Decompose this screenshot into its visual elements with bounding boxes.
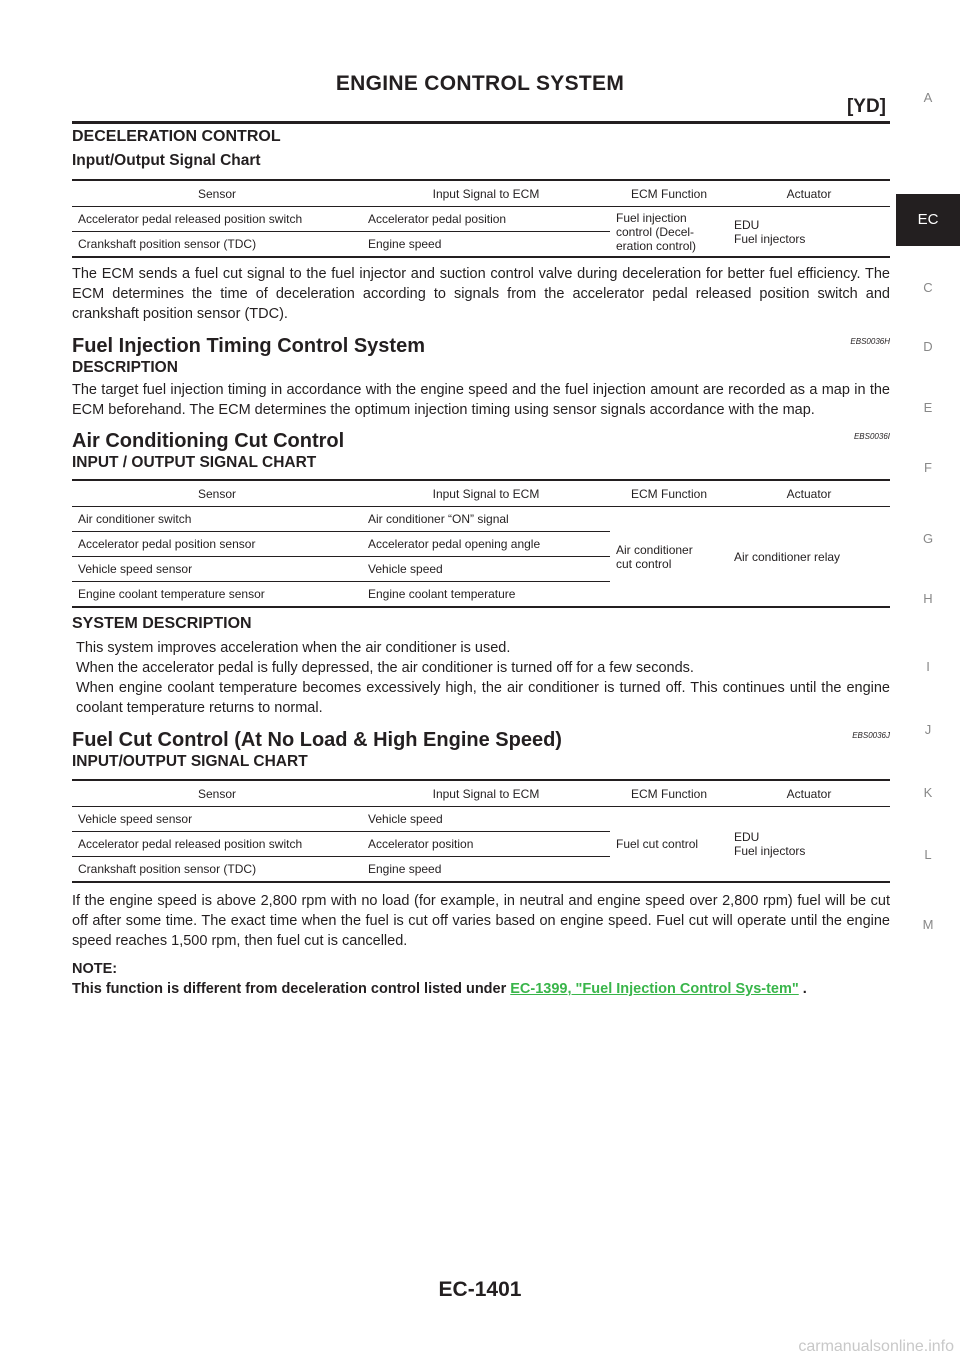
table-header-row <box>72 180 890 207</box>
actuator-line: EDU <box>734 830 760 844</box>
fuel-cut-paragraph: If the engine speed is above 2,800 rpm with no load (for example, in neutral and engine speed over 2,800 rpm) fuel will be cut off after some time. The exact time when the fuel is cut off varies based on engine speed. Fuel cut will operate until the engine speed reaches 1,500 rpm, then fuel cut is cancelled. <box>72 893 890 949</box>
fuel-cut-subheading: INPUT/OUTPUT SIGNAL CHART <box>72 753 308 770</box>
ac-cut-heading <box>72 429 890 453</box>
cell-input: Engine speed <box>362 857 610 883</box>
tab-c[interactable]: C <box>923 280 933 295</box>
tab-m[interactable]: M <box>922 917 934 932</box>
col-header-sensor: Sensor <box>72 180 362 207</box>
cross-reference-link[interactable]: EC-1399, "Fuel Injection Control Sys-tem" <box>510 981 799 997</box>
col-header-sensor: Sensor <box>72 780 362 807</box>
cell-sensor: Crankshaft position sensor (TDC) <box>72 232 362 258</box>
injection-timing-paragraph: The target fuel injection timing in accordance with the engine speed and the fuel injection amount are recorded as a map in the ECM beforehand. The ECM determines the optimum injection timing using sensor signals accordance with the map. <box>72 382 890 418</box>
injection-timing-heading <box>72 334 890 358</box>
cell-input: Accelerator position <box>362 832 610 857</box>
col-header-function: ECM Function <box>610 180 728 207</box>
deceleration-subheading: Input/Output Signal Chart <box>72 152 261 169</box>
section-title: Fuel Cut Control (At No Load & High Engine Speed) <box>72 729 562 751</box>
ac-cut-signal-table <box>72 479 890 608</box>
section-code: EBS0036I <box>853 432 890 441</box>
page-title: ENGINE CONTROL SYSTEM <box>335 72 625 95</box>
cell-function: Fuel injection control (Decel-eration control) <box>610 207 728 258</box>
cell-input: Accelerator pedal opening angle <box>362 532 610 557</box>
injection-timing-subheading: DESCRIPTION <box>72 359 178 376</box>
system-description-line: When the accelerator pedal is fully depressed, the air conditioner is turned off for a few seconds. <box>76 660 694 676</box>
cell-sensor: Accelerator pedal position sensor <box>72 532 362 557</box>
deceleration-paragraph: The ECM sends a fuel cut signal to the fuel injector and suction control valve during deceleration for better fuel efficiency. The ECM determines the time of deceleration according to signals from the accelerator pedal released position switch and crankshaft position sensor (TDC). <box>72 266 890 322</box>
system-description-line: When engine coolant temperature becomes excessively high, the air conditioner is turned off. This continues until the engine coolant temperature returns to normal. <box>76 680 890 716</box>
note-text <box>72 979 890 999</box>
col-header-actuator: Actuator <box>728 180 890 207</box>
cell-input: Accelerator pedal position <box>362 207 610 232</box>
note-body: This function is different from deceleration control listed under <box>72 981 511 997</box>
fuel-cut-signal-table <box>72 779 890 883</box>
cell-input: Vehicle speed <box>362 557 610 582</box>
col-header-input: Input Signal to ECM <box>362 780 610 807</box>
note-label: NOTE: <box>72 961 118 977</box>
col-header-input: Input Signal to ECM <box>362 180 610 207</box>
table-row <box>72 807 890 832</box>
section-title: Fuel Injection Timing Control System <box>72 335 425 357</box>
actuator-line: EDU <box>734 217 760 232</box>
section-code: EBS0036J <box>852 731 890 740</box>
col-header-actuator: Actuator <box>728 480 890 507</box>
watermark: carmanualsonline.info <box>798 1338 954 1355</box>
tab-h[interactable]: H <box>923 591 933 606</box>
cell-input: Engine coolant temperature <box>362 582 610 608</box>
table-row <box>72 507 890 532</box>
note-end: . <box>798 981 807 997</box>
cell-input: Air conditioner “ON” signal <box>362 507 610 532</box>
col-header-actuator: Actuator <box>728 780 890 807</box>
cell-function <box>610 507 728 608</box>
model-label: [YD] <box>846 96 886 117</box>
cell-sensor: Engine coolant temperature sensor <box>72 582 362 608</box>
actuator-line: Fuel injectors <box>734 231 806 246</box>
function-line: Air conditioner <box>616 542 693 557</box>
tab-i[interactable]: I <box>926 659 930 674</box>
table-header-row <box>72 780 890 807</box>
tab-ec[interactable]: EC <box>896 194 960 246</box>
table-header-row <box>72 480 890 507</box>
col-header-function: ECM Function <box>610 480 728 507</box>
section-title: Air Conditioning Cut Control <box>72 430 345 452</box>
cell-function: Fuel cut control <box>610 807 728 883</box>
tab-f[interactable]: F <box>924 460 932 475</box>
cell-sensor: Accelerator pedal released position switch <box>72 832 362 857</box>
system-description-block <box>72 638 890 718</box>
cell-sensor: Vehicle speed sensor <box>72 807 362 832</box>
tab-g[interactable]: G <box>922 531 934 546</box>
tab-a[interactable]: A <box>923 90 933 105</box>
col-header-sensor: Sensor <box>72 480 362 507</box>
tab-j[interactable]: J <box>924 722 932 737</box>
cell-sensor: Air conditioner switch <box>72 507 362 532</box>
cell-input: Engine speed <box>362 232 610 258</box>
system-description-heading: SYSTEM DESCRIPTION <box>72 615 252 632</box>
cell-input: Vehicle speed <box>362 807 610 832</box>
fuel-cut-heading <box>72 728 890 752</box>
cell-sensor: Vehicle speed sensor <box>72 557 362 582</box>
cell-sensor: Crankshaft position sensor (TDC) <box>72 857 362 883</box>
cell-actuator <box>728 207 890 258</box>
tab-d[interactable]: D <box>923 339 933 354</box>
cell-actuator <box>728 807 890 883</box>
cell-actuator: Air conditioner relay <box>728 507 890 608</box>
document-body <box>72 127 890 999</box>
function-line: cut control <box>616 556 672 571</box>
tab-k[interactable]: K <box>923 785 933 800</box>
col-header-input: Input Signal to ECM <box>362 480 610 507</box>
tab-e[interactable]: E <box>923 400 933 415</box>
tab-l[interactable]: L <box>924 847 932 862</box>
cell-sensor: Accelerator pedal released position switch <box>72 207 362 232</box>
section-code: EBS0036H <box>850 337 890 346</box>
page-number: EC-1401 <box>438 1278 522 1301</box>
col-header-function: ECM Function <box>610 780 728 807</box>
deceleration-signal-table <box>72 179 890 258</box>
ac-cut-subheading: INPUT / OUTPUT SIGNAL CHART <box>72 454 317 471</box>
deceleration-heading: DECELERATION CONTROL <box>72 128 281 145</box>
actuator-line: Fuel injectors <box>734 844 806 858</box>
table-row <box>72 207 890 232</box>
system-description-line: This system improves acceleration when the air conditioner is used. <box>76 640 511 656</box>
header-rule <box>72 121 890 124</box>
